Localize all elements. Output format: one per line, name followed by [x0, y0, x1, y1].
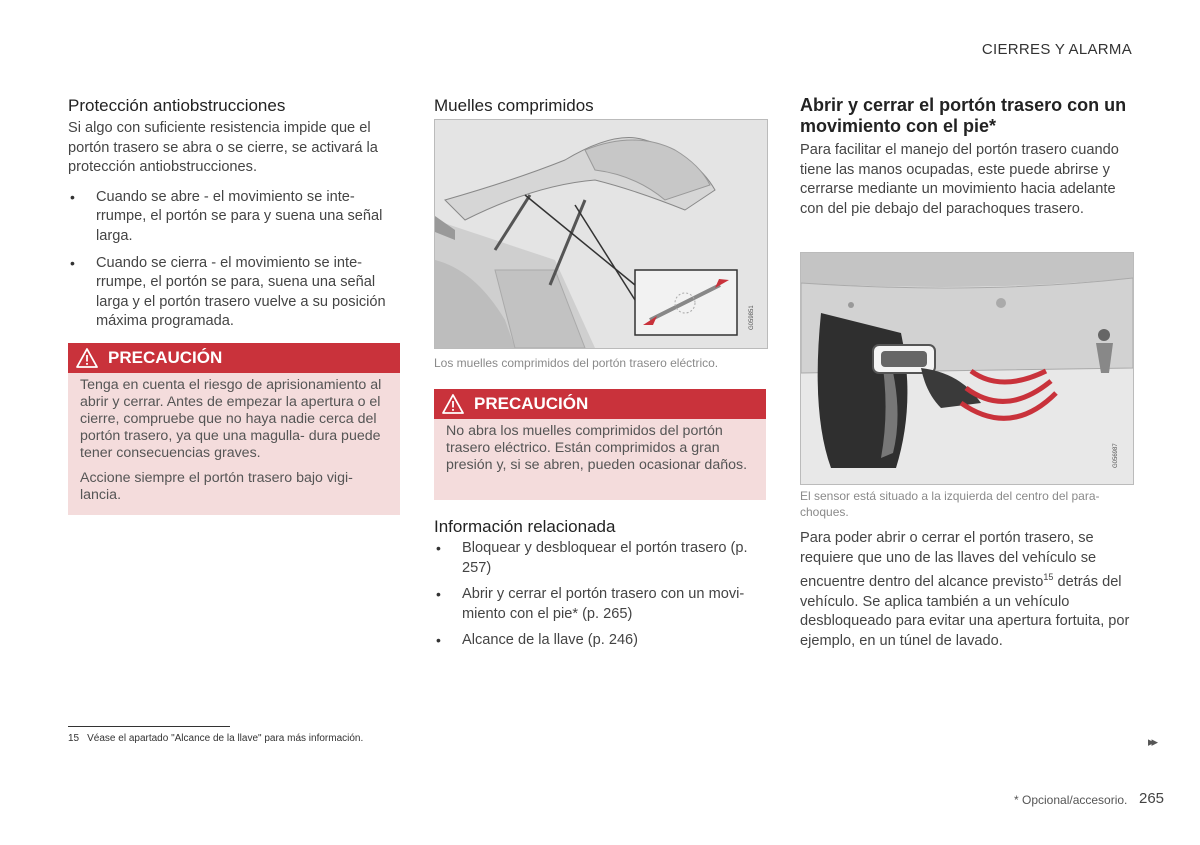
body-text: Para poder abrir o cerrar el portón trasero, se requiere que uno de las llaves del vehículo se encuentre dentro del alcance previsto — [800, 530, 1097, 591]
section-title: CIERRES Y ALARMA — [981, 41, 1132, 58]
related-info — [434, 517, 766, 658]
column-1 — [68, 96, 400, 339]
list-item: • Cuando se cierra - el movimiento se inte- rrumpe, el portón se para, suena una señal larga y el portón trasero vuelve a su posición máxima programada. — [68, 254, 400, 332]
caution-header — [68, 343, 400, 373]
column-3 — [800, 95, 1134, 219]
related-heading: Información relacionada — [434, 517, 616, 536]
footnote-number: 15 — [68, 733, 80, 744]
figure-code: G059851 — [749, 305, 755, 330]
page-number: 265 — [1139, 790, 1165, 807]
warning-triangle-icon — [76, 347, 98, 369]
caution-header — [434, 389, 766, 419]
related-link[interactable]: • Abrir y cerrar el portón trasero con un movi- miento con el pie* (p. 265) — [434, 585, 766, 624]
anti-obstruction-intro: Si algo con suficiente resistencia impide que el portón trasero se abra o se cierre, se activará la protección antiobstrucciones. — [68, 120, 378, 176]
sensor-figure — [800, 252, 1134, 485]
list-item: • Cuando se abre - el movimiento se inte- rrumpe, el portón se para y suena una señal larga. — [68, 188, 400, 247]
caution-text: No abra los muelles comprimidos del portón trasero eléctrico. Están comprimidos a gran presión y, si se abren, pueden ocasionar daños. — [446, 423, 748, 473]
figure-caption: Los muelles comprimidos del portón trasero eléctrico. — [434, 356, 719, 370]
heading-gas-springs: Muelles comprimidos — [434, 96, 594, 115]
figure-code: G056987 — [1113, 443, 1119, 468]
anti-obstruction-list — [68, 188, 400, 332]
caution-text: Accione siempre el portón trasero bajo vigi- lancia. — [80, 470, 353, 503]
body-text: detrás del vehículo. Se aplica también a un vehículo desbloqueado para evitar una apertura fortuita, por ejemplo, en un túnel de lavado. — [800, 574, 1130, 649]
related-link[interactable]: • Alcance de la llave (p. 246) — [434, 631, 766, 651]
heading-anti-obstruction: Protección antiobstrucciones — [68, 96, 286, 115]
caution-text: Tenga en cuenta el riesgo de aprisionamiento al abrir y cerrar. Antes de empezar la apertura o el cierre, compruebe que no haya nadie cerca del portón trasero, ya que una magulla- dura puede tener consecuencias graves. — [80, 377, 382, 461]
related-list — [434, 539, 766, 651]
figure-caption: El sensor está situado a la izquierda del centro del para- choques. — [800, 489, 1100, 519]
tailgate-illustration — [435, 120, 767, 348]
footnote-text: Véase el apartado "Alcance de la llave" para más información. — [87, 733, 364, 744]
caution-box-2 — [434, 389, 766, 500]
caution-title: PRECAUCIÓN — [474, 394, 589, 413]
gas-springs-figure — [434, 119, 768, 349]
heading-foot-movement: Abrir y cerrar el portón trasero con un movimiento con el pie* — [800, 95, 1127, 136]
caution-box-1 — [68, 343, 400, 515]
footnote — [68, 733, 363, 744]
warning-triangle-icon — [442, 393, 464, 415]
optional-note: * Opcional/accesorio. — [1014, 793, 1128, 807]
footnote-ref: 15 — [1043, 572, 1054, 583]
bumper-illustration — [801, 253, 1133, 484]
caution-title: PRECAUCIÓN — [108, 348, 223, 367]
foot-movement-body — [800, 529, 1134, 651]
foot-movement-intro: Para facilitar el manejo del portón trasero cuando tiene las manos ocupadas, este puede abrirse y cerrarse mediante un movimiento hacia adelante con del pie debajo del parachoques trasero. — [800, 142, 1119, 217]
footnote-rule — [68, 726, 230, 727]
continue-arrows-icon[interactable]: ▸▸ — [1148, 734, 1156, 749]
related-link[interactable]: • Bloquear y desbloquear el portón trasero (p. 257) — [434, 539, 766, 578]
